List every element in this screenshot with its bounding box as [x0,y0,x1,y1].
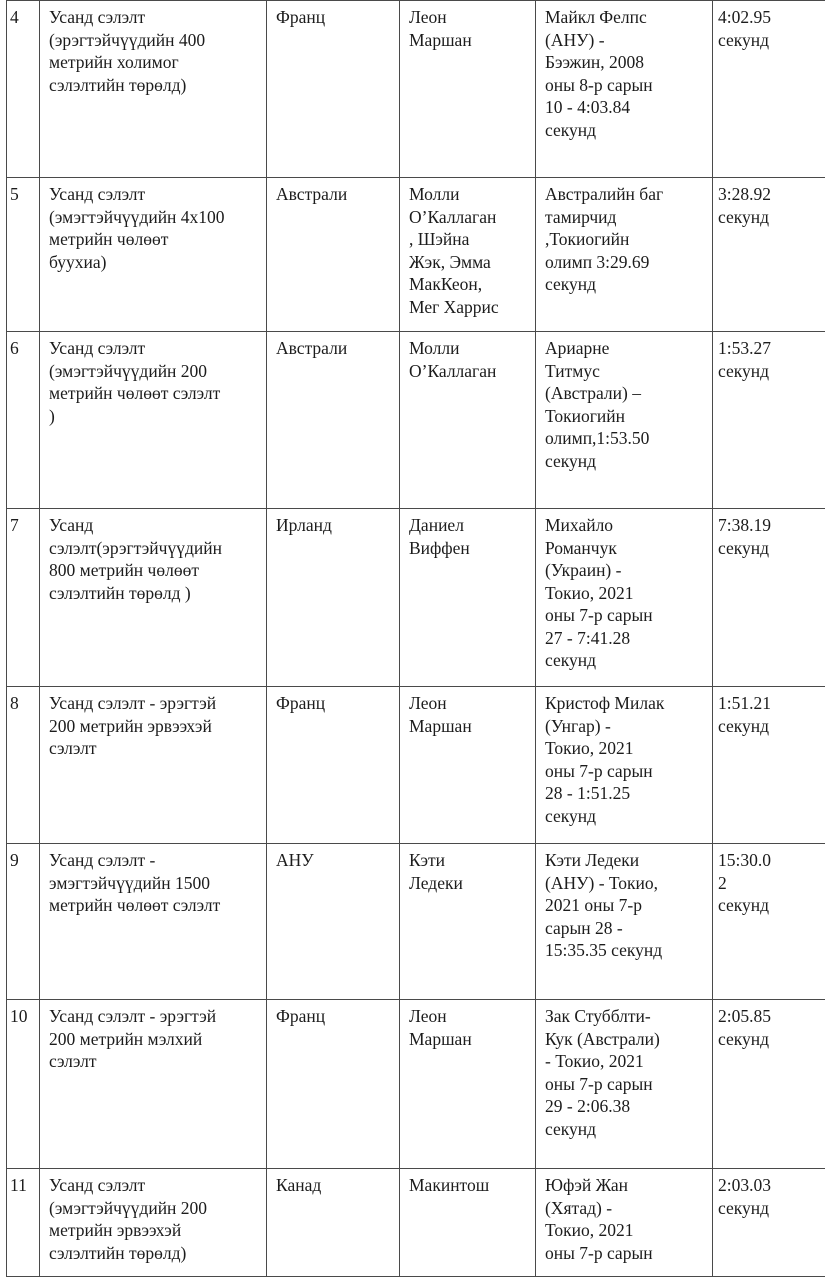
country-cell: Франц [267,1000,400,1169]
country-cell: Канад [267,1169,400,1277]
new-time-cell: 2:03.03 секунд [713,1169,825,1277]
table-row [7,1169,825,1277]
row-number: 7 [7,509,40,687]
previous-record-cell: Зак Стубблти- Кук (Австрали) - Токио, 2021 оны 7-р сарын 29 - 2:06.38 секунд [536,1000,713,1169]
athlete-cell: Леон Маршан [400,687,536,844]
previous-record-cell: Австралийн баг тамирчид ,Токиогийн олимп 3:29.69 секунд [536,178,713,332]
athlete-cell: Молли О’Каллаган [400,332,536,509]
previous-record-cell: Кристоф Милак (Унгар) - Токио, 2021 оны 7-р сарын 28 - 1:51.25 секунд [536,687,713,844]
country-cell: Ирланд [267,509,400,687]
previous-record-cell: Кэти Ледеки (АНУ) - Токио, 2021 оны 7-р сарын 28 - 15:35.35 секунд [536,844,713,1000]
athlete-cell: Макинтош [400,1169,536,1277]
row-number: 8 [7,687,40,844]
table-row [7,178,825,332]
row-number: 10 [7,1000,40,1169]
event-cell: Усанд сэлэлт(эрэгтэйчүүдийн 800 метрийн чөлөөт сэлэлтийн төрөлд ) [40,509,267,687]
event-cell: Усанд сэлэлт - эрэгтэй 200 метрийн мэлхий сэлэлт [40,1000,267,1169]
athlete-cell: Леон Маршан [400,1000,536,1169]
previous-record-cell: Юфэй Жан (Хятад) - Токио, 2021 оны 7-р сарын [536,1169,713,1277]
country-cell: Австрали [267,332,400,509]
event-cell: Усанд сэлэлт (эмэгтэйчүүдийн 200 метрийн эрвээхэй сэлэлтийн төрөлд) [40,1169,267,1277]
table-row [7,844,825,1000]
new-time-cell: 7:38.19 секунд [713,509,825,687]
new-time-cell: 1:53.27 секунд [713,332,825,509]
country-cell: Франц [267,1,400,178]
athlete-cell: Леон Маршан [400,1,536,178]
previous-record-cell: Майкл Фелпс (АНУ) - Бээжин, 2008 оны 8-р сарын 10 - 4:03.84 секунд [536,1,713,178]
new-time-cell: 15:30.0 2 секунд [713,844,825,1000]
records-table [6,0,825,1277]
previous-record-cell: Михайло Романчук (Украин) - Токио, 2021 оны 7-р сарын 27 - 7:41.28 секунд [536,509,713,687]
athlete-cell: Даниел Виффен [400,509,536,687]
table-row [7,687,825,844]
event-cell: Усанд сэлэлт (эрэгтэйчүүдийн 400 метрийн холимог сэлэлтийн төрөлд) [40,1,267,178]
event-cell: Усанд сэлэлт (эмэгтэйчүүдийн 4х100 метрийн чөлөөт буухиа) [40,178,267,332]
country-cell: АНУ [267,844,400,1000]
table-row [7,509,825,687]
row-number: 4 [7,1,40,178]
event-cell: Усанд сэлэлт (эмэгтэйчүүдийн 200 метрийн чөлөөт сэлэлт ) [40,332,267,509]
event-cell: Усанд сэлэлт - эрэгтэй 200 метрийн эрвээхэй сэлэлт [40,687,267,844]
event-cell: Усанд сэлэлт - эмэгтэйчүүдийн 1500 метрийн чөлөөт сэлэлт [40,844,267,1000]
athlete-cell: Кэти Ледеки [400,844,536,1000]
table-row [7,1000,825,1169]
new-time-cell: 1:51.21 секунд [713,687,825,844]
table-row [7,1,825,178]
new-time-cell: 4:02.95 секунд [713,1,825,178]
new-time-cell: 3:28.92 секунд [713,178,825,332]
new-time-cell: 2:05.85 секунд [713,1000,825,1169]
row-number: 6 [7,332,40,509]
country-cell: Франц [267,687,400,844]
row-number: 9 [7,844,40,1000]
row-number: 11 [7,1169,40,1277]
previous-record-cell: Ариарне Титмус (Австрали) – Токиогийн олимп,1:53.50 секунд [536,332,713,509]
row-number: 5 [7,178,40,332]
country-cell: Австрали [267,178,400,332]
table-row [7,332,825,509]
athlete-cell: Молли О’Каллаган , Шэйна Жэк, Эмма МакКеон, Мег Харрис [400,178,536,332]
